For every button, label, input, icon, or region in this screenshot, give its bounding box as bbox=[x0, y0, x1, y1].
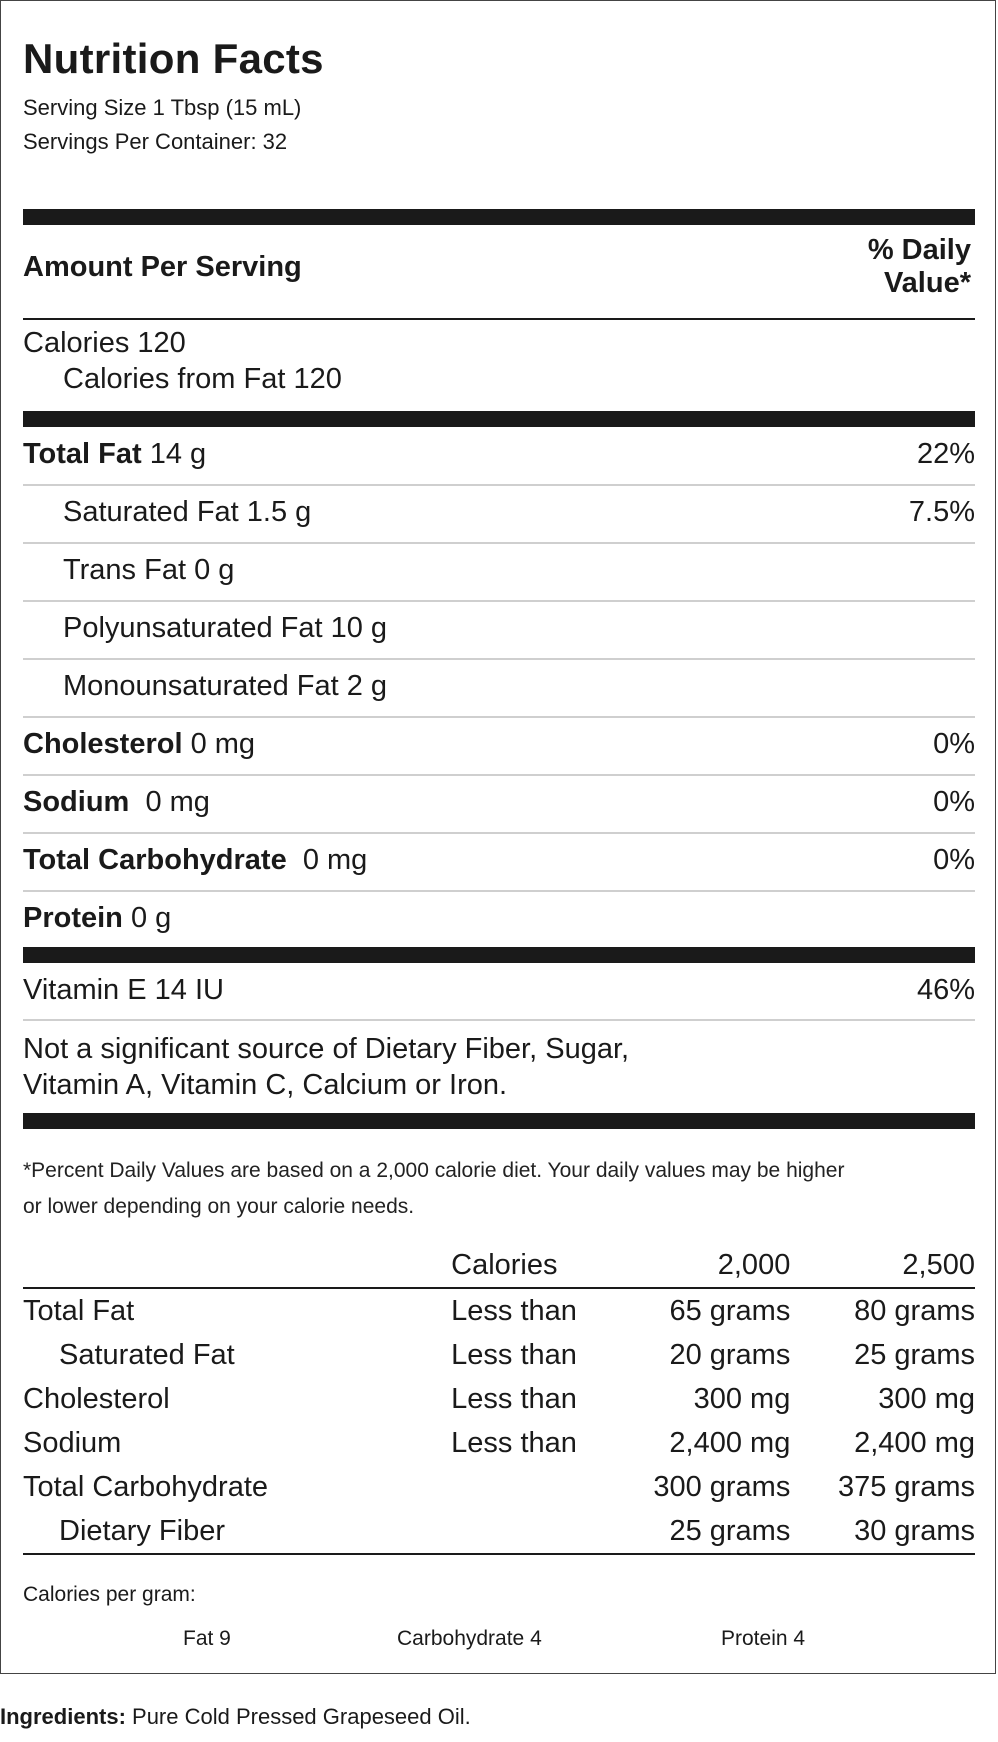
nutrient-name: Trans Fat 0 g bbox=[63, 554, 235, 586]
thick-divider bbox=[23, 209, 975, 225]
table-cell: Less than bbox=[451, 1338, 577, 1371]
table-cell bbox=[23, 1243, 451, 1288]
not-significant-note bbox=[23, 1031, 629, 1103]
vitamin-percent: 46% bbox=[916, 974, 975, 1006]
calories-from-fat: Calories from Fat 120 bbox=[63, 363, 342, 395]
nutrient-amount: 0 g bbox=[122, 902, 172, 934]
table-cell: 30 grams bbox=[854, 1514, 975, 1547]
thick-divider bbox=[23, 1113, 975, 1129]
table-cell: 300 grams bbox=[653, 1470, 791, 1503]
nutrient-amount: 14 g bbox=[141, 438, 207, 470]
table-cell: 20 grams bbox=[669, 1338, 791, 1371]
nutrient-name: Total Fat bbox=[23, 438, 142, 470]
nutrient-percent: 0% bbox=[933, 844, 975, 876]
table-cell: Dietary Fiber bbox=[59, 1514, 225, 1547]
divider bbox=[23, 484, 975, 486]
thick-divider bbox=[23, 947, 975, 963]
table-cell: Less than bbox=[451, 1426, 577, 1459]
daily-value-header bbox=[868, 234, 971, 300]
daily-value-line2: Value* bbox=[883, 267, 971, 299]
table-cell: Total Carbohydrate bbox=[23, 1470, 269, 1503]
table-cell: Total Fat bbox=[23, 1294, 135, 1327]
daily-value-line1: % Daily bbox=[867, 234, 971, 266]
nutrient-name: Protein bbox=[23, 902, 123, 934]
table-cell: 80 grams bbox=[854, 1294, 975, 1327]
calories: Calories 120 bbox=[23, 327, 186, 359]
nutrient-amount: 0 mg bbox=[182, 728, 256, 760]
nutrient-name: Polyunsaturated Fat 10 g bbox=[63, 612, 388, 644]
table-cell: 2,000 bbox=[717, 1248, 791, 1281]
reference-header-row bbox=[23, 1243, 975, 1288]
thick-divider bbox=[23, 411, 975, 427]
table-cell: 2,400 mg bbox=[854, 1426, 975, 1459]
table-cell: Saturated Fat bbox=[59, 1338, 235, 1371]
table-row bbox=[23, 1333, 975, 1377]
divider bbox=[23, 890, 975, 892]
table-cell: Less than bbox=[451, 1382, 577, 1415]
ingredients-text: Pure Cold Pressed Grapeseed Oil. bbox=[125, 1704, 471, 1729]
daily-reference-table bbox=[23, 1243, 975, 1555]
table-row bbox=[23, 1509, 975, 1554]
nutrient-name: Cholesterol bbox=[23, 728, 183, 760]
note-line: Not a significant source of Dietary Fiber, Sugar, bbox=[23, 1033, 630, 1065]
divider bbox=[23, 600, 975, 602]
divider bbox=[23, 318, 975, 320]
nutrient-percent: 7.5% bbox=[908, 496, 975, 528]
table-row bbox=[23, 1421, 975, 1465]
table-cell bbox=[451, 1465, 598, 1509]
nutrient-amount: 0 mg bbox=[129, 786, 210, 818]
table-cell: 300 mg bbox=[878, 1382, 975, 1415]
divider bbox=[23, 1019, 975, 1021]
table-cell: 65 grams bbox=[669, 1294, 791, 1327]
table-cell: 2,400 mg bbox=[669, 1426, 791, 1459]
nutrient-percent: 0% bbox=[933, 786, 975, 818]
table-cell: 25 grams bbox=[669, 1514, 791, 1547]
vitamin-name: Vitamin E 14 IU bbox=[23, 974, 224, 1006]
table-cell: Less than bbox=[451, 1294, 577, 1327]
servings-per-container: Servings Per Container: 32 bbox=[23, 129, 288, 154]
divider bbox=[23, 658, 975, 660]
nutrient-percent: 0% bbox=[933, 728, 975, 760]
table-cell: 2,500 bbox=[902, 1248, 975, 1281]
table-row bbox=[23, 1465, 975, 1509]
daily-value-footnote bbox=[23, 1153, 844, 1225]
calories-per-gram-protein: Protein 4 bbox=[721, 1627, 806, 1650]
footnote-line: *Percent Daily Values are based on a 2,000 calorie diet. Your daily values may be higher bbox=[23, 1159, 845, 1182]
amount-per-serving: Amount Per Serving bbox=[23, 251, 302, 283]
table-cell: 300 mg bbox=[693, 1382, 791, 1415]
table-cell: Calories bbox=[451, 1248, 558, 1281]
table-cell bbox=[451, 1509, 598, 1554]
divider bbox=[23, 774, 975, 776]
nutrient-amount: 0 mg bbox=[286, 844, 368, 876]
nutrient-name: Monounsaturated Fat 2 g bbox=[63, 670, 388, 702]
calories-per-gram-label: Calories per gram: bbox=[23, 1583, 196, 1606]
divider bbox=[23, 832, 975, 834]
serving-size: Serving Size 1 Tbsp (15 mL) bbox=[23, 95, 302, 120]
nutrient-name: Total Carbohydrate bbox=[23, 844, 287, 876]
table-row bbox=[23, 1288, 975, 1333]
ingredients bbox=[0, 1704, 471, 1730]
table-row bbox=[23, 1377, 975, 1421]
footnote-line: or lower depending on your calorie needs. bbox=[23, 1195, 415, 1218]
ingredients-label: Ingredients: bbox=[0, 1704, 126, 1729]
divider bbox=[23, 542, 975, 544]
label-title: Nutrition Facts bbox=[23, 35, 324, 82]
table-cell: Cholesterol bbox=[23, 1382, 170, 1415]
nutrient-name: Sodium bbox=[23, 786, 130, 818]
calories-per-gram-carbohydrate: Carbohydrate 4 bbox=[397, 1627, 542, 1650]
note-line: Vitamin A, Vitamin C, Calcium or Iron. bbox=[23, 1069, 508, 1101]
table-cell: Sodium bbox=[23, 1426, 122, 1459]
nutrient-name: Saturated Fat 1.5 g bbox=[63, 496, 312, 528]
table-cell: 25 grams bbox=[854, 1338, 975, 1371]
divider bbox=[23, 716, 975, 718]
table-cell: 375 grams bbox=[837, 1470, 975, 1503]
nutrient-percent: 22% bbox=[916, 438, 975, 470]
calories-per-gram-fat: Fat 9 bbox=[183, 1627, 231, 1650]
